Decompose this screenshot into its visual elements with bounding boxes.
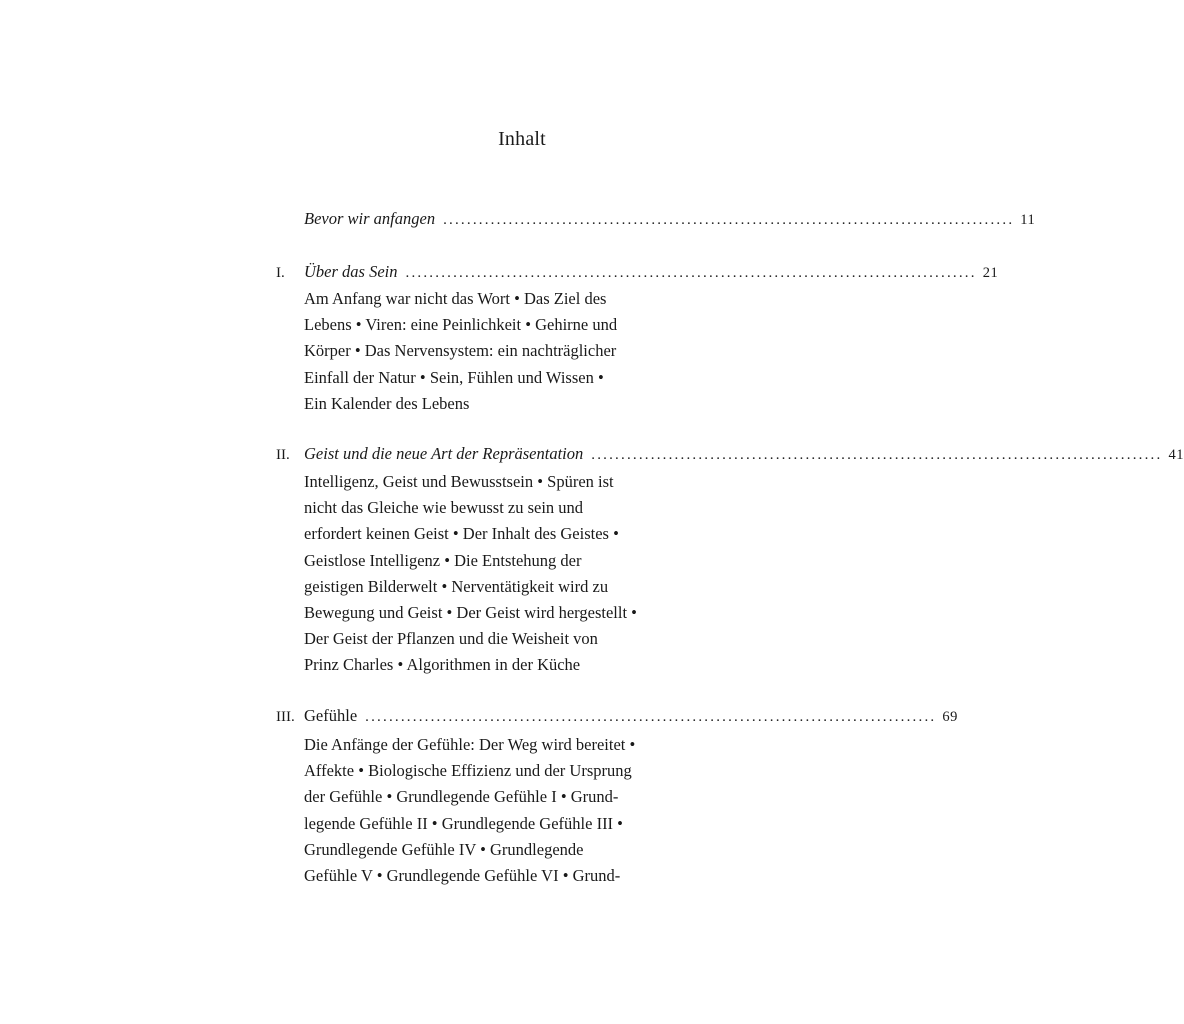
subtopic-line: legende Gefühle II • Grundlegende Gefühle III • (304, 813, 623, 833)
subtopic-line: Bewegung und Geist • Der Geist wird hergestellt • (304, 602, 637, 622)
subtopic-line: der Gefühle • Grundlegende Gefühle I • Grund- (304, 787, 619, 807)
entry-title: Gefühle (304, 706, 358, 725)
page-number: 21 (982, 265, 999, 281)
subtopic-line: Gefühle V • Grundlegende Gefühle VI • Grund- (304, 865, 621, 885)
subtopic-line: Intelligenz, Geist und Bewusstsein • Spüren ist (304, 472, 614, 491)
subtopic-line: geistigen Bilderwelt • Nerventätigkeit wird zu (304, 576, 609, 596)
entry-title: Bevor wir anfangen (304, 209, 436, 228)
chapter-1-subtopics (304, 286, 684, 417)
chapter-number: III. (276, 709, 295, 725)
subtopic-line: Die Anfänge der Gefühle: Der Weg wird bereitet • (304, 735, 636, 754)
entry-title: Geist und die neue Art der Repräsentation (304, 444, 584, 463)
page-number: 11 (1020, 212, 1036, 228)
subtopic-line: nicht das Gleiche wie bewusst zu sein und (304, 498, 584, 518)
toc-entry-chapter-2 (276, 444, 1184, 468)
subtopic-line: Ein Kalender des Lebens (304, 393, 470, 413)
page-number: 69 (942, 709, 958, 725)
chapter-number: II. (276, 447, 290, 463)
page-title: Inhalt (498, 128, 546, 150)
subtopic-line: erfordert keinen Geist • Der Inhalt des Geistes • (304, 524, 619, 544)
dot-leader: ................................................................................................ (405, 265, 977, 281)
page-number: 41 (1168, 447, 1184, 463)
subtopic-line: Der Geist der Pflanzen und die Weisheit von (304, 629, 598, 649)
entry-title: Über das Sein (304, 262, 398, 281)
subtopic-line: Am Anfang war nicht das Wort • Das Ziel des (304, 289, 607, 308)
subtopic-line: Grundlegende Gefühle IV • Grundlegende (304, 839, 584, 859)
subtopic-line: Einfall der Natur • Sein, Fühlen und Wissen • (304, 367, 604, 387)
subtopic-line: Lebens • Viren: eine Peinlichkeit • Gehirne und (304, 315, 618, 335)
toc-entry-prologue (276, 209, 1036, 233)
toc-entry-chapter-3 (276, 706, 958, 730)
dot-leader: ................................................................................................ (591, 447, 1163, 463)
chapter-number: I. (276, 265, 285, 281)
subtopic-line: Affekte • Biologische Effizienz und der Ursprung (304, 761, 632, 781)
subtopic-line: Geistlose Intelligenz • Die Entstehung der (304, 550, 582, 570)
dot-leader: ................................................................................................ (365, 709, 937, 725)
subtopic-line: Prinz Charles • Algorithmen in der Küche (304, 655, 581, 675)
subtopic-line: Körper • Das Nervensystem: ein nachträglicher (304, 341, 617, 361)
dot-leader: ................................................................................................ (443, 212, 1015, 228)
chapter-3-subtopics (304, 732, 684, 889)
toc-entry-chapter-1 (276, 262, 999, 286)
chapter-2-subtopics (304, 469, 684, 679)
